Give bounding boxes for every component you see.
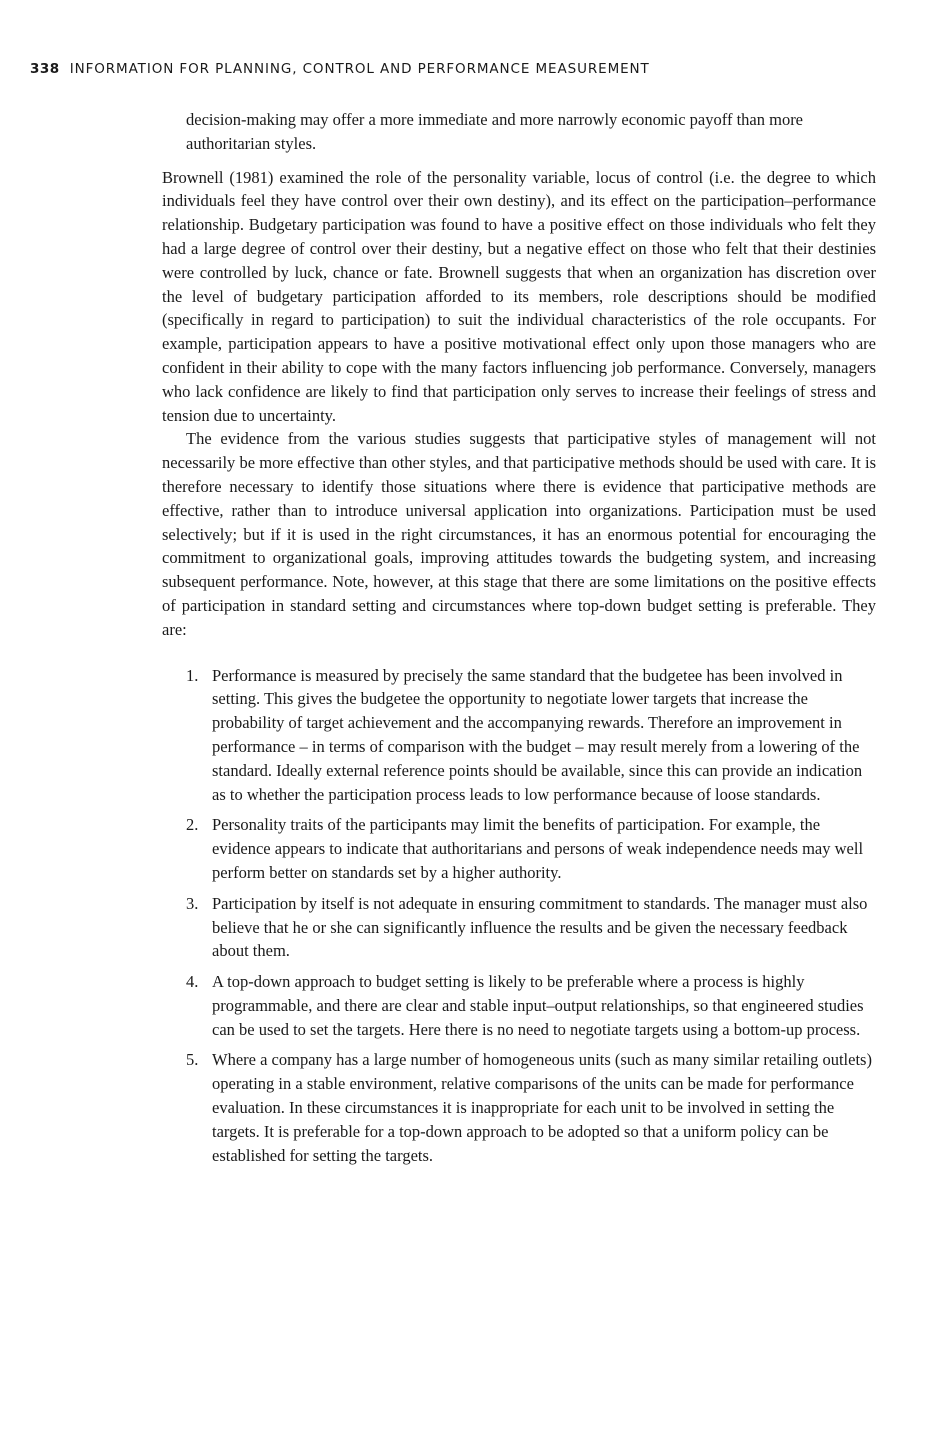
list-item xyxy=(162,813,876,884)
list-item-text: Performance is measured by precisely the same standard that the budgetee has been involved in setting. This gives the budgetee the opportunity to negotiate lower targets that increase the probability of target achievement and the accompanying rewards. Therefore an improvement in performance – in terms of comparison with the budget – may result merely from a lowering of the standard. Ideally external reference points should be available, since this can provide an indication as to whether the participation process leads to low performance because of loose standards. xyxy=(212,665,863,804)
list-item xyxy=(162,1048,876,1167)
lead-in-paragraph: decision-making may offer a more immediate and more narrowly economic payoff than more authoritarian styles. xyxy=(186,110,804,153)
list-item-text: Where a company has a large number of homogeneous units (such as many similar retailing outlets) operating in a stable environment, relative comparisons of the units can be made for performance evaluation. In these circumstances it is inappropriate for each unit to be involved in setting the targets. It is preferable for a top-down approach to be adopted so that a uniform policy can be established for setting the targets. xyxy=(212,1050,872,1165)
list-item-text: A top-down approach to budget setting is likely to be preferable where a process is highly programmable, and there are clear and stable input–output relationships, so that engineered studies can be used to set the targets. Here there is no need to negotiate targets using a bottom-up process. xyxy=(212,972,864,1039)
list-item-number: 2. xyxy=(186,815,199,835)
main-text xyxy=(162,108,876,1174)
limitations-list xyxy=(162,664,876,1168)
page-number: 338 xyxy=(30,61,60,77)
running-title: INFORMATION FOR PLANNING, CONTROL AND PERFORMANCE MEASUREMENT xyxy=(69,61,650,77)
list-item xyxy=(162,892,876,963)
paragraph-evidence: The evidence from the various studies suggests that participative styles of management will not necessarily be more effective than other styles, and that participative methods should be used with care. It is therefore necessary to identify those situations where there is evidence that participative methods are effective, rather than to introduce universal application into organizations. Participation must be used selectively; but if it is used in the right circumstances, it has an enormous potential for encouraging the commitment to organizational goals, improving attitudes towards the budgeting system, and increasing subsequent performance. Note, however, at this stage that there are some limitations on the positive effects of participation in standard setting and circumstances where top-down budget setting is preferable. They are: xyxy=(162,429,876,639)
running-header xyxy=(30,60,910,78)
list-item xyxy=(162,664,876,807)
list-item-text: Participation by itself is not adequate in ensuring commitment to standards. The manager must also believe that he or she can significantly influence the results and be given the necessary feedback about them. xyxy=(212,893,868,961)
paragraph-brownell: Brownell (1981) examined the role of the personality variable, locus of control (i.e. the degree to which individuals feel they have control over their own destiny), and its effect on the participation–performance relationship. Budgetary participation was found to have a positive effect on those individuals who felt they had a large degree of control over their destiny, but a negative effect on those who felt that their destinies were controlled by luck, chance or fate. Brownell suggests that when an organization has discretion over the level of budgetary participation afforded to its members, role descriptions should be modified (specifically in regard to participation) to suit the individual characteristics of the role occupants. For example, participation appears to have a positive motivational effect only upon those managers who are confident in their ability to cope with the many factors influencing job performance. Conversely, managers who lack confidence are likely to find that participation only serves to increase their feelings of stress and tension due to uncertainty. xyxy=(162,167,876,425)
list-item-number: 4. xyxy=(186,972,199,992)
list-item-text: Personality traits of the participants may limit the benefits of participation. For example, the evidence appears to indicate that authoritarians and persons of weak independence needs may well perform better on standards set by a higher authority. xyxy=(212,815,864,882)
list-item-number: 5. xyxy=(186,1050,199,1070)
list-item xyxy=(162,970,876,1041)
list-item-number: 1. xyxy=(186,665,199,685)
list-item-number: 3. xyxy=(186,893,199,913)
